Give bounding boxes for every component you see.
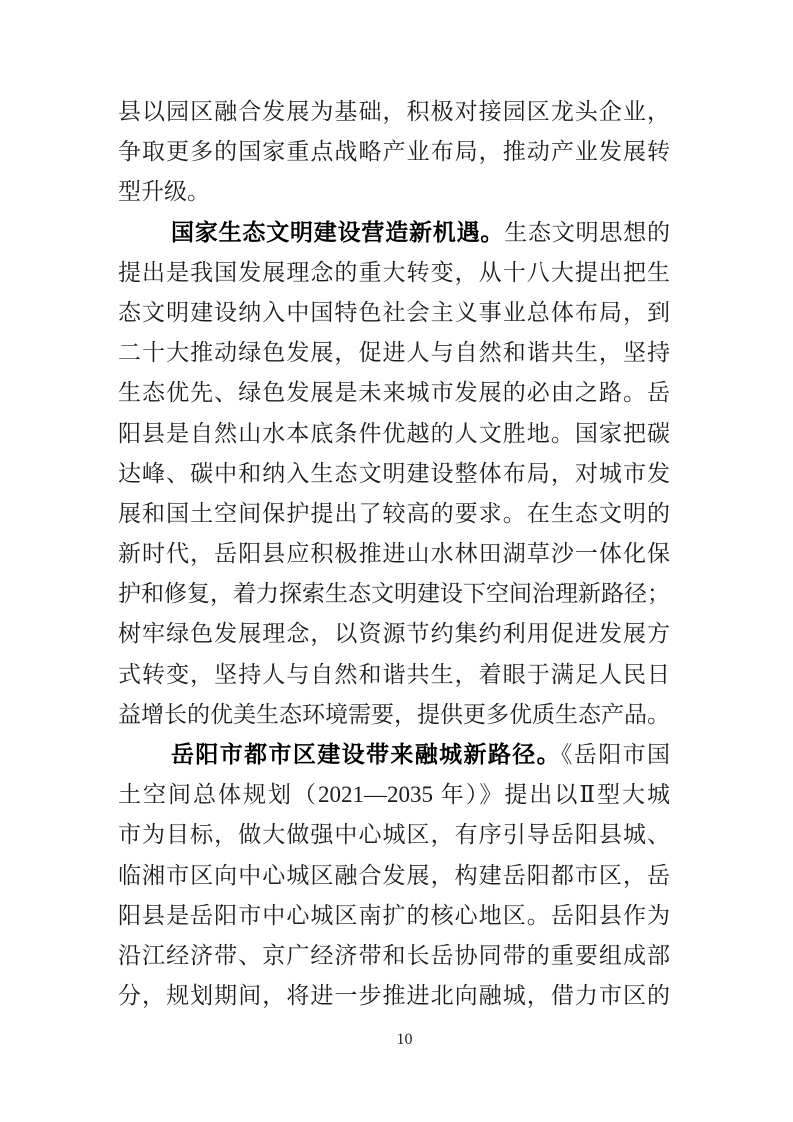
text-line bbox=[118, 655, 670, 695]
text-run: 型升级。 bbox=[118, 179, 210, 205]
text-run: 护和修复，着力探索生态文明建设下空间治理新路径； bbox=[118, 581, 670, 607]
text-line bbox=[118, 132, 670, 172]
text-run: 树牢绿色发展理念，以资源节约集约利用促进发展方 bbox=[118, 621, 670, 647]
text-line bbox=[118, 213, 670, 253]
text-run: 阳县是自然山水本底条件优越的人文胜地。国家把碳 bbox=[118, 420, 670, 446]
paragraph-lead-bold: 国家生态文明建设营造新机遇。 bbox=[171, 219, 505, 245]
text-line bbox=[118, 735, 670, 775]
text-run: 生态优先、绿色发展是未来城市发展的必由之路。岳 bbox=[118, 380, 670, 406]
text-line bbox=[118, 253, 670, 293]
text-line bbox=[118, 896, 670, 936]
text-line bbox=[118, 815, 670, 855]
text-line bbox=[118, 414, 670, 454]
page-number: 10 bbox=[396, 1031, 413, 1048]
text-run: 式转变，坚持人与自然和谐共生，着眼于满足人民日 bbox=[118, 661, 670, 687]
text-line bbox=[118, 614, 670, 654]
text-line bbox=[118, 373, 670, 413]
text-run: 二十大推动绿色发展，促进人与自然和谐共生，坚持 bbox=[118, 340, 670, 366]
text-line bbox=[118, 494, 670, 534]
text-line bbox=[118, 856, 670, 896]
text-run: 生态文明思想的 bbox=[504, 219, 671, 245]
text-run: 争取更多的国家重点战略产业布局，推动产业发展转 bbox=[118, 139, 670, 165]
text-run: 展和国土空间保护提出了较高的要求。在生态文明的 bbox=[118, 500, 670, 526]
text-run: 市为目标，做大做强中心城区，有序引导岳阳县城、 bbox=[118, 822, 670, 848]
text-line bbox=[118, 454, 670, 494]
text-line bbox=[118, 333, 670, 373]
text-run: 沿江经济带、京广经济带和长岳协同带的重要组成部 bbox=[118, 942, 670, 968]
text-line bbox=[118, 936, 670, 976]
text-line bbox=[118, 534, 670, 574]
text-run: 益增长的优美生态环境需要，提供更多优质生态产品。 bbox=[118, 701, 670, 727]
text-line bbox=[118, 172, 670, 212]
text-run: 土空间总体规划（2021—2035 年）》提出以Ⅱ型大城 bbox=[118, 782, 670, 808]
text-run: 阳县是岳阳市中心城区南扩的核心地区。岳阳县作为 bbox=[118, 902, 670, 928]
text-line bbox=[118, 775, 670, 815]
text-run: 《岳阳市国 bbox=[561, 742, 670, 767]
text-line bbox=[118, 574, 670, 614]
text-run: 县以园区融合发展为基础，积极对接园区龙头企业， bbox=[118, 99, 670, 124]
text-run: 达峰、碳中和纳入生态文明建设整体布局，对城市发 bbox=[118, 460, 670, 486]
document-text-block bbox=[118, 92, 670, 1016]
text-run: 态文明建设纳入中国特色社会主义事业总体布局，到 bbox=[118, 299, 670, 325]
text-line bbox=[118, 695, 670, 735]
text-line bbox=[118, 92, 670, 132]
text-line bbox=[118, 976, 670, 1016]
text-run: 分，规划期间，将进一步推进北向融城，借力市区的 bbox=[118, 983, 670, 1009]
text-run: 新时代，岳阳县应积极推进山水林田湖草沙一体化保 bbox=[118, 541, 670, 567]
text-run: 提出是我国发展理念的重大转变，从十八大提出把生 bbox=[118, 259, 670, 285]
text-line bbox=[118, 293, 670, 333]
text-run: 临湘市区向中心城区融合发展，构建岳阳都市区，岳 bbox=[118, 862, 670, 888]
paragraph-lead-bold: 岳阳市都市区建设带来融城新路径。 bbox=[171, 742, 561, 767]
